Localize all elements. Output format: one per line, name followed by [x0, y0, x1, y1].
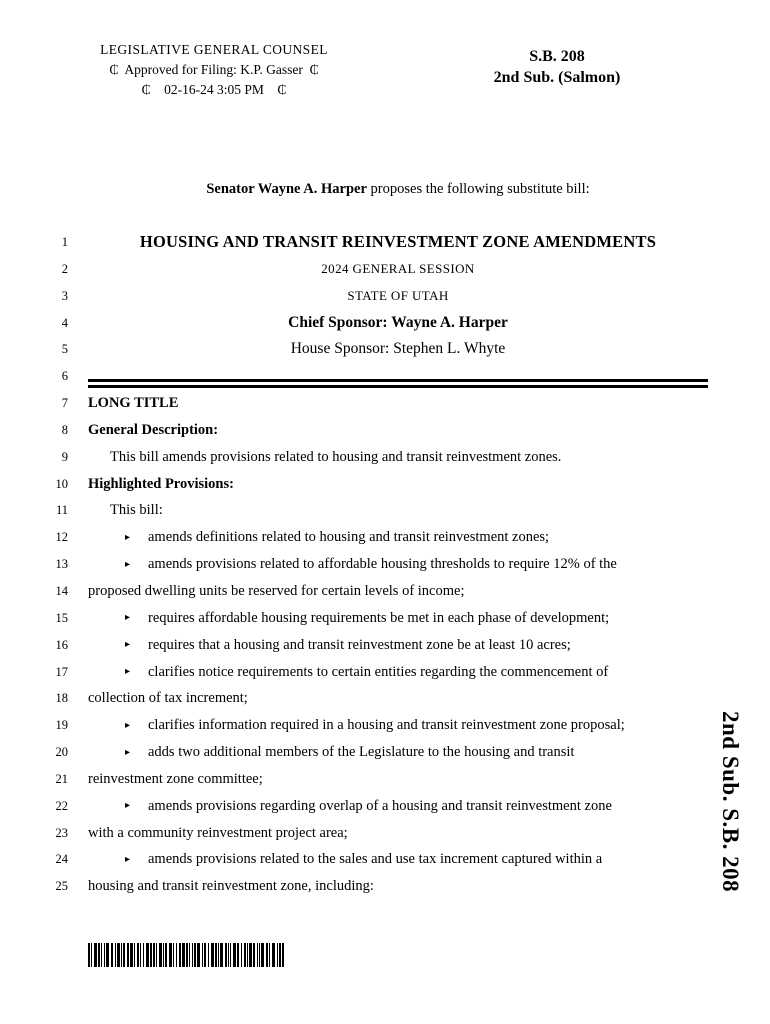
bill-line-3	[0, 283, 770, 310]
line-number: 24	[55, 852, 68, 867]
line-text: This bill amends provisions related to housing and transit reinvestment zones.	[110, 448, 562, 465]
substitute-intro-sentence	[88, 181, 708, 198]
line-number: 4	[61, 315, 68, 330]
line-text: LONG TITLE	[88, 395, 179, 412]
line-text: This bill:	[110, 502, 163, 519]
bill-line-10	[0, 471, 770, 498]
line-number: 18	[55, 691, 68, 706]
line-number: 9	[61, 449, 68, 464]
bill-line-21	[0, 766, 770, 793]
bullet-text: amends provisions regarding overlap of a housing and transit reinvestment zone	[148, 797, 612, 814]
line-number: 7	[61, 396, 68, 411]
bill-line-22	[0, 793, 770, 820]
substitute-label: 2nd Sub. (Salmon)	[493, 69, 621, 86]
barcode	[88, 943, 286, 967]
bullet-text: amends provisions related to affordable housing thresholds to require 12% of the	[148, 556, 617, 573]
numbered-line-list	[0, 229, 770, 900]
intro-text: proposes the following substitute bill:	[366, 181, 590, 197]
bullet-text: clarifies notice requirements to certain entities regarding the commencement of	[148, 663, 609, 680]
bullet-icon: ▸	[125, 612, 131, 624]
filing-timestamp-line: ₵ 02-16-24 3:05 PM ₵	[141, 82, 287, 97]
line-text: Chief Sponsor: Wayne A. Harper	[288, 313, 508, 331]
bullet-text: requires affordable housing requirements be met in each phase of development;	[148, 609, 610, 626]
line-text	[88, 363, 708, 390]
line-text	[88, 846, 708, 873]
bill-line-25	[0, 873, 770, 900]
bullet-text: clarifies information required in a housing and transit reinvestment zone proposal;	[148, 717, 625, 734]
line-number: 5	[61, 342, 68, 357]
line-text: 2024 GENERAL SESSION	[321, 260, 475, 276]
bill-number-block	[450, 46, 664, 88]
line-text: proposed dwelling units be reserved for certain levels of income;	[88, 582, 465, 599]
bill-line-16	[0, 632, 770, 659]
line-number: 16	[55, 637, 68, 652]
line-text	[88, 739, 708, 766]
bill-line-9	[0, 444, 770, 471]
line-number: 14	[55, 583, 68, 598]
line-text: with a community reinvestment project area;	[88, 824, 348, 841]
line-number: 8	[61, 422, 68, 437]
bullet-icon: ▸	[125, 746, 131, 758]
line-number: 20	[55, 745, 68, 760]
bill-number: S.B. 208	[529, 48, 585, 65]
bullet-icon: ▸	[125, 558, 131, 570]
line-number: 10	[55, 476, 68, 491]
bill-line-12	[0, 524, 770, 551]
bill-line-17	[0, 659, 770, 686]
bill-line-23	[0, 820, 770, 847]
line-number: 23	[55, 825, 68, 840]
bill-line-24	[0, 846, 770, 873]
bill-line-14	[0, 578, 770, 605]
line-text	[88, 659, 708, 686]
line-text	[88, 524, 708, 551]
double-rule	[88, 379, 708, 388]
line-number: 3	[61, 288, 68, 303]
filing-stamp-block	[76, 40, 352, 100]
line-text	[88, 551, 708, 578]
line-number: 6	[61, 369, 68, 384]
line-text: STATE OF UTAH	[347, 287, 449, 303]
line-number: 11	[55, 503, 68, 518]
line-number: 1	[61, 235, 68, 249]
line-text: housing and transit reinvestment zone, including:	[88, 878, 374, 895]
bullet-text: amends provisions related to the sales and use tax increment captured within a	[148, 851, 603, 868]
line-number: 19	[55, 718, 68, 733]
counsel-office-label: LEGISLATIVE GENERAL COUNSEL	[100, 42, 328, 57]
bullet-text: adds two additional members of the Legislature to the housing and transit	[148, 744, 575, 761]
line-text	[88, 793, 708, 820]
bullet-icon: ▸	[125, 639, 131, 651]
line-text: General Description:	[88, 421, 219, 438]
line-number: 17	[55, 664, 68, 679]
line-number: 13	[55, 557, 68, 572]
bullet-text: amends definitions related to housing and transit reinvestment zones;	[148, 529, 550, 546]
line-number: 25	[55, 879, 68, 894]
bill-line-8	[0, 417, 770, 444]
sidebar-vertical-bill-label: 2nd Sub. S.B. 208	[718, 711, 743, 893]
bill-line-15	[0, 605, 770, 632]
bullet-text: requires that a housing and transit reinvestment zone be at least 10 acres;	[148, 636, 571, 653]
line-text: Highlighted Provisions:	[88, 475, 234, 492]
bill-line-1	[0, 229, 770, 256]
bullet-icon: ▸	[125, 719, 131, 731]
bill-line-4	[0, 310, 770, 337]
bullet-icon: ▸	[125, 853, 131, 865]
bill-line-20	[0, 739, 770, 766]
bill-line-18	[0, 685, 770, 712]
line-number: 15	[55, 610, 68, 625]
bullet-icon: ▸	[125, 666, 131, 677]
line-text: HOUSING AND TRANSIT REINVESTMENT ZONE AMENDMENTS	[139, 232, 657, 251]
bill-line-13	[0, 551, 770, 578]
line-number: 2	[61, 261, 68, 276]
line-number: 12	[55, 530, 68, 545]
line-number: 21	[55, 771, 68, 786]
line-text: reinvestment zone committee;	[88, 770, 263, 787]
line-text: collection of tax increment;	[88, 690, 248, 707]
bill-line-5	[0, 336, 770, 363]
approval-stamp-line: ₵ Approved for Filing: K.P. Gasser ₵	[109, 62, 319, 77]
bill-line-6	[0, 363, 770, 390]
bill-line-19	[0, 712, 770, 739]
line-number: 22	[55, 798, 68, 813]
bullet-icon: ▸	[125, 531, 131, 543]
bullet-icon: ▸	[125, 800, 131, 812]
line-text	[88, 712, 708, 739]
line-text	[88, 632, 708, 659]
bill-line-2	[0, 256, 770, 283]
line-text: House Sponsor: Stephen L. Whyte	[290, 340, 506, 358]
bill-line-7	[0, 390, 770, 417]
sponsor-name: Senator Wayne A. Harper	[206, 181, 367, 197]
line-text	[88, 605, 708, 632]
bill-line-11	[0, 497, 770, 524]
